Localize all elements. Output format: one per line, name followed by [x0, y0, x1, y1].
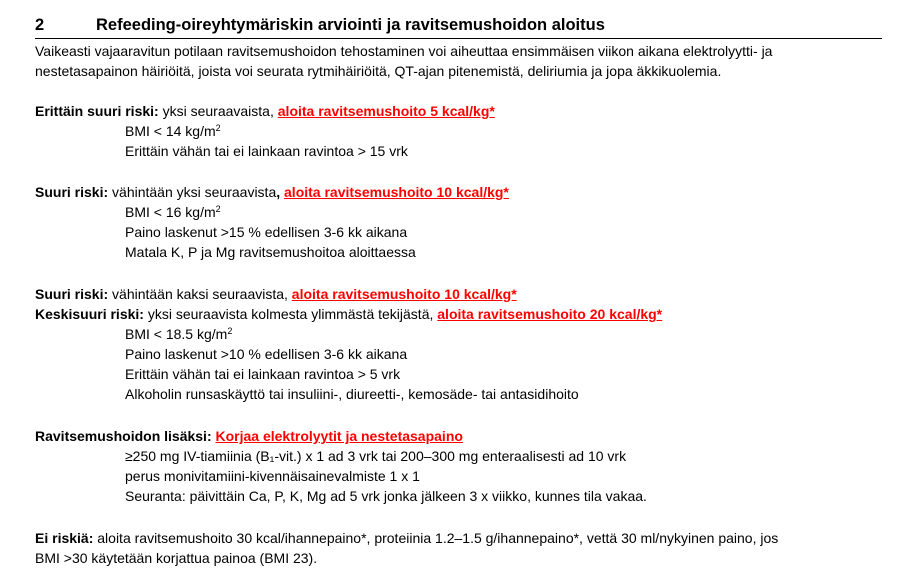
section-heading [35, 13, 882, 39]
intro-line-2: nestetasapainon häiriöitä, joista voi seurata rytmihäiriöitä, QT-ajan pitenemistä, deliriumia ja jopa äkkikuolemia. [35, 63, 722, 79]
moderate-risk-item: Erittäin vähän tai ei lainkaan ravintoa > 5 vrk [125, 366, 401, 382]
intro-line-1: Vaikeasti vajaaravitun potilaan ravitsemushoidon tehostaminen voi aiheuttaa ensimmäisen viikon aikana elektrolyytti- ja [35, 43, 773, 59]
additional-item: Seuranta: päivittäin Ca, P, K, Mg ad 5 vrk jonka jälkeen 3 x viikko, kunnes tila vakaa. [125, 488, 647, 504]
high-risk-action: aloita ravitsemushoito 10 kcal/kg* [284, 184, 509, 200]
very-high-risk-action: aloita ravitsemushoito 5 kcal/kg* [277, 103, 495, 119]
high-risk-label: Suuri riski: [35, 184, 109, 200]
high-risk-two-text: vähintään kaksi seuraavista, [108, 286, 292, 302]
additional-item: ≥250 mg IV-tiamiinia (B₁-vit.) x 1 ad 3 vrk tai 200–300 mg enteraalisesti ad 10 vrk [125, 448, 627, 464]
high-risk-two-line [35, 284, 517, 304]
moderate-risk-item: Alkoholin runsaskäyttö tai insuliini-, diureetti-, kemosäde- tai antasidihoito [125, 386, 579, 402]
high-risk-text: vähintään yksi seuraavista [108, 184, 277, 200]
moderate-risk-action: aloita ravitsemushoito 20 kcal/kg* [437, 306, 663, 322]
section-number: 2 [35, 16, 45, 34]
high-risk-item: Paino laskenut >15 % edellisen 3-6 kk aikana [125, 224, 408, 240]
very-high-risk-text: yksi seuraavaista, [158, 103, 278, 119]
no-risk-line-1 [35, 528, 778, 548]
high-risk-item: Matala K, P ja Mg ravitsemushoitoa aloittaessa [125, 244, 416, 260]
additional-item: perus monivitamiini-kivennäisainevalmiste 1 x 1 [125, 468, 420, 484]
very-high-risk-item: BMI < 14 $kg/m^2$ [125, 123, 221, 139]
high-risk-two-action: aloita ravitsemushoito 10 kcal/kg* [291, 286, 517, 302]
no-risk-line-2: BMI >30 käytetään korjattua painoa (BMI 23). [35, 550, 318, 566]
very-high-risk-label: Erittäin suuri riski: [35, 103, 159, 119]
moderate-risk-label: Keskisuuri riski: [35, 306, 144, 322]
very-high-risk-line [35, 101, 495, 121]
very-high-risk-item: Erittäin vähän tai ei lainkaan ravintoa > 15 vrk [125, 143, 408, 159]
moderate-risk-item: BMI < 18.5 $kg/m^2$ [125, 326, 233, 342]
additional-label: Ravitsemushoidon lisäksi: [35, 428, 212, 444]
section-title: Refeeding-oireyhtymäriskin arviointi ja ravitsemushoidon aloitus [96, 16, 605, 34]
no-risk-label: Ei riskiä: [35, 530, 94, 546]
high-risk-two-label: Suuri riski: [35, 286, 109, 302]
moderate-risk-item: Paino laskenut >10 % edellisen 3-6 kk aikana [125, 346, 408, 362]
high-risk-line: Suuri riski: vähintään yksi seuraavista, aloita ravitsemushoito 10 kcal/kg* [35, 184, 509, 200]
additional-action: Korjaa elektrolyytit ja nestetasapaino [215, 428, 463, 444]
high-risk-item: BMI < 16 $kg/m^2$ [125, 204, 221, 220]
additional-line [35, 426, 463, 446]
moderate-risk-text: yksi seuraavista kolmesta ylimmästä tekijästä, [143, 306, 438, 322]
moderate-risk-line [35, 304, 662, 324]
no-risk-text: aloita ravitsemushoito 30 kcal/ihannepaino*, proteiinia 1.2–1.5 g/ihannepaino*, vettä 30 ml/nykyinen paino, jos [93, 530, 779, 546]
